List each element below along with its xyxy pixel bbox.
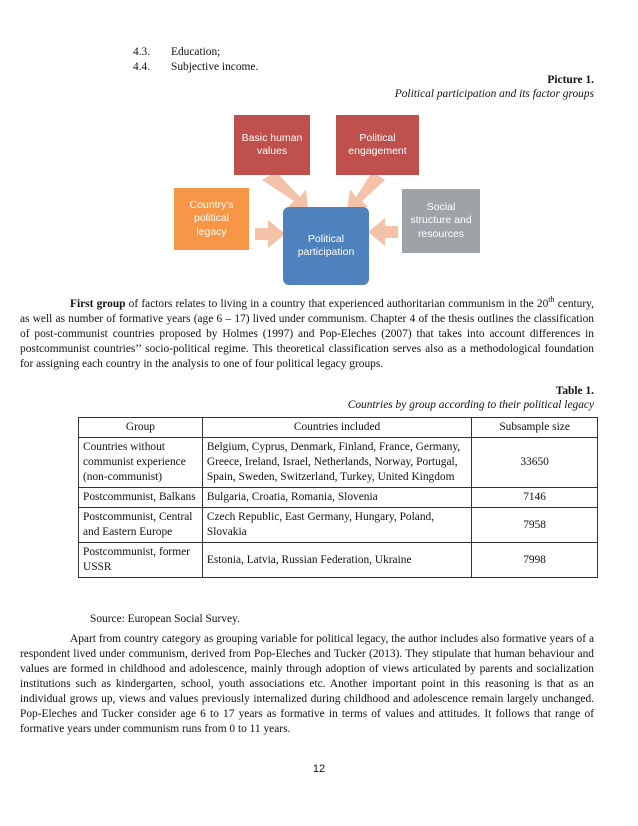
table-row bbox=[79, 508, 598, 543]
table-row bbox=[79, 543, 598, 578]
paragraph-formative-years: Apart from country category as grouping variable for political legacy, the author includes also formative years of a respondent lived under communism, derived from Pop-Eleches and Tucker (2013). They stipulate that human behaviour and values are formed in childhood and adolescence, mainly through adoption of views articulated by parents and socialization institutions such as kindergarten, school, youth associations etc. Another important point in this reasoning is that as an individual grows up, views and values previously internalized during childhood and adolescence remain largely unchanged. Pop-Eleches and Tucker consider age 6 to 17 years as formative in terms of values and attitudes. It follows that range of formative years under communism runs from 0 to 11 years. bbox=[20, 633, 594, 735]
table-label: Table 1. bbox=[555, 385, 594, 397]
cell-group: Postcommunist, Central and Eastern Europe bbox=[79, 508, 203, 543]
picture-title: Political participation and its factor groups bbox=[394, 88, 594, 100]
list-text: Subjective income. bbox=[171, 61, 259, 73]
picture-label: Picture 1. bbox=[547, 74, 594, 86]
arrow-social bbox=[368, 218, 398, 246]
header-group: Group bbox=[79, 418, 203, 438]
list-text: Education; bbox=[171, 46, 221, 58]
legacy-groups-table bbox=[78, 417, 598, 578]
cell-size: 7958 bbox=[472, 508, 598, 543]
node-center-participation: Political participation bbox=[283, 207, 369, 285]
list-number: 4.3. bbox=[133, 46, 151, 58]
node-social-structure: Social structure and resources bbox=[402, 189, 480, 253]
cell-size: 7146 bbox=[472, 488, 598, 508]
header-subsample: Subsample size bbox=[472, 418, 598, 438]
cell-group: Postcommunist, former USSR bbox=[79, 543, 203, 578]
table-row bbox=[79, 488, 598, 508]
cell-size: 33650 bbox=[472, 438, 598, 488]
cell-countries: Belgium, Cyprus, Denmark, Finland, France, Germany, Greece, Ireland, Israel, Netherlands, Norway, Portugal, Spain, Sweden, Switzerland, Turkey, United Kingdom bbox=[202, 438, 471, 488]
arrow-legacy bbox=[255, 220, 285, 248]
cell-group: Countries without communist experience (non-communist) bbox=[79, 438, 203, 488]
table-row bbox=[79, 438, 598, 488]
table-title: Countries by group according to their political legacy bbox=[347, 399, 594, 411]
list-number: 4.4. bbox=[133, 61, 151, 73]
cell-countries: Estonia, Latvia, Russian Federation, Ukraine bbox=[202, 543, 471, 578]
node-basic-human-values: Basic human values bbox=[234, 115, 310, 175]
cell-countries: Bulgaria, Croatia, Romania, Slovenia bbox=[202, 488, 471, 508]
arrow-values bbox=[262, 172, 308, 210]
cell-size: 7998 bbox=[472, 543, 598, 578]
table-header-row bbox=[79, 418, 598, 438]
arrow-engagement bbox=[347, 172, 385, 210]
cell-group: Postcommunist, Balkans bbox=[79, 488, 203, 508]
cell-countries: Czech Republic, East Germany, Hungary, Poland, Slovakia bbox=[202, 508, 471, 543]
header-countries: Countries included bbox=[202, 418, 471, 438]
node-political-engagement: Political engagement bbox=[336, 115, 419, 175]
paragraph-first-group: First group of factors relates to living in a country that experienced authoritarian communism in the 20th century, as well as number of formative years (age 6 – 17) lived under communism. Chapter 4 of the thesis outlines the classification of post-communist countries proposed by Holmes (1997) and Pop-Eleches (2007) that takes into account differences in postcommunist countries’’ socio-political regime. This theoretical classification serves also as a methodological foundation for assigning each country in the analysis to one of four political legacy groups. bbox=[20, 295, 594, 370]
table-source: Source: European Social Survey. bbox=[90, 613, 240, 625]
paragraph-lead: First group bbox=[70, 298, 126, 310]
page-number: 12 bbox=[312, 763, 326, 775]
factor-diagram bbox=[0, 0, 638, 300]
node-political-legacy: Country's political legacy bbox=[174, 188, 249, 250]
